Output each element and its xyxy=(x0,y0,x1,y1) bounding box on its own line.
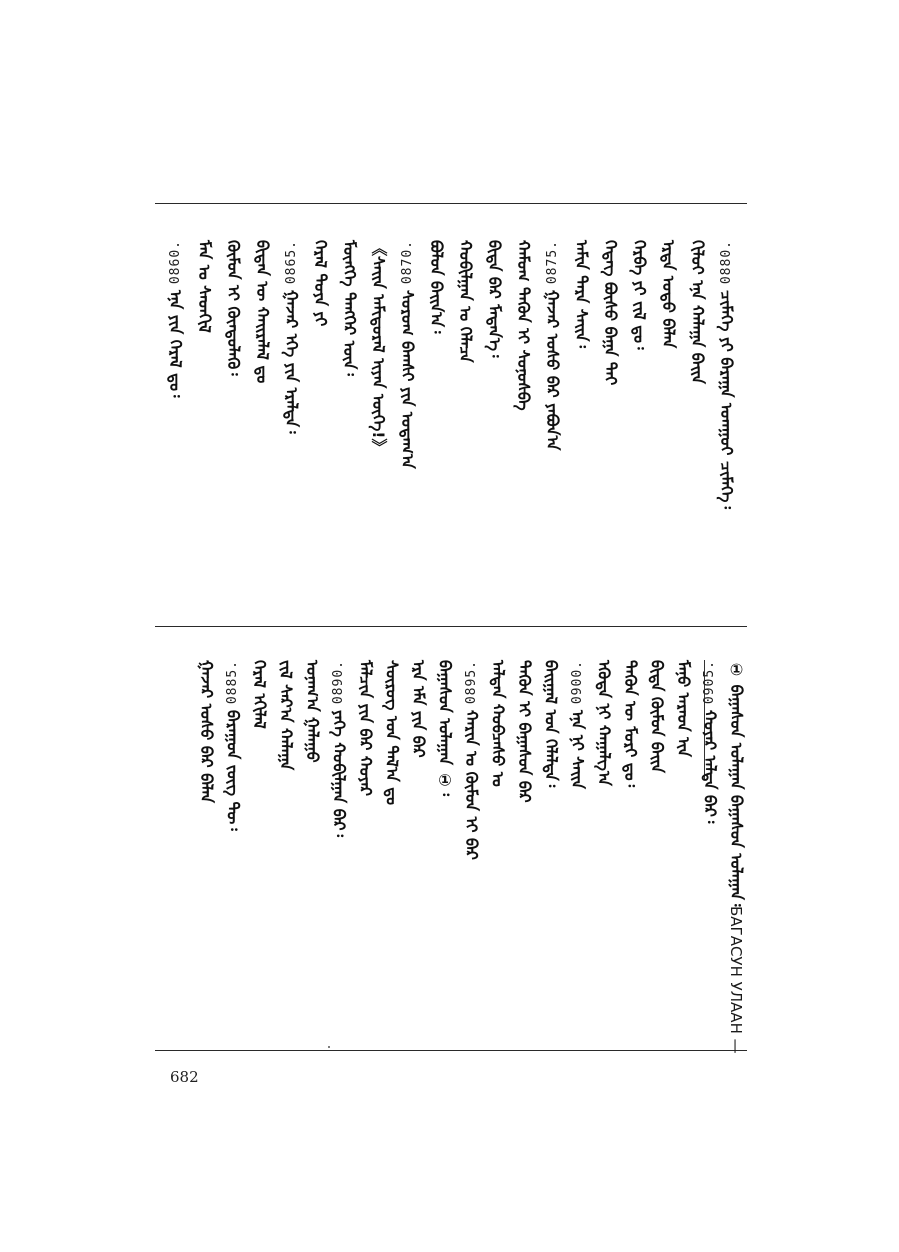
text-column xyxy=(192,240,216,333)
middle-rule xyxy=(155,626,747,627)
text-column xyxy=(618,660,642,787)
text-column xyxy=(569,240,593,348)
line-number: 0890. xyxy=(331,660,346,705)
mongolian-line: ᠡᠷᠲᠡ ᠣᠳᠣ ᠪᠡᠯᠡᠨ xyxy=(659,240,678,349)
line-number: 0870. xyxy=(399,240,415,285)
mongolian-line: ᠭᠠᠵᠠᠷ ᠤᠰᠤ ᠪᠠᠷ ᠶᠠᠪᠤᠨ᠎ᠠ xyxy=(543,290,562,451)
mongolian-line: ᠪᠠᠭᠠᠰᠤᠨ ᠤᠯᠠᠭᠠᠨ ①᠄ xyxy=(435,660,455,796)
mongolian-line: ᠶᠡᠬᠡ ᠬᠤᠪᠢᠯᠭᠠᠨ ᠪᠠᠷ᠄ xyxy=(329,710,349,838)
mongolian-line: ᠭᠡᠲᠡᠭ ᠪᠦᠰᠦ ᠪᠠᠭᠠ ᠲᠠᠶ xyxy=(601,240,620,386)
text-column xyxy=(308,240,332,326)
mongolian-line: ᠡᠷᠡ ᠡᠮᠡ ᠶᠢᠨ ᠪᠠᠷ xyxy=(409,660,428,758)
latin-gloss: БАГАСУН УЛААН — xyxy=(727,906,745,1055)
mongolian-line: ᠤᠨᠠᠭ᠎ᠠ ᠭᠠᠯᠠᠭᠤ xyxy=(303,660,322,763)
text-column xyxy=(645,660,669,773)
mongolian-line: ᠪᠠᠢᠭᠠᠯ ᠤᠨ ᠬᠡᠯᠡᠯᠲᠡ᠄ xyxy=(541,660,561,788)
line-number: 0880. xyxy=(718,240,734,285)
text-column xyxy=(511,240,535,411)
mongolian-line: ᠭᠡᠷᠡᠯ ᠲᠤᠶᠠ ᠶᠢ xyxy=(311,240,330,327)
text-column xyxy=(714,240,738,509)
text-column xyxy=(671,660,695,757)
mongolian-line: ᠬᠤᠪᠢᠯᠭᠠᠨ ᠤ ᠬᠡᠯᠡᠴᠡ xyxy=(456,240,475,363)
mongolian-line: ᠴᠢᠮᠡᠭᠡ ᠶᠢ ᠪᠠᠷᠠᠭᠠ ᠤᠭᠭᠤᠶ ᠴᠢᠮᠡᠭᠡ᠄ xyxy=(717,290,736,510)
text-column xyxy=(250,240,274,383)
text-column xyxy=(433,660,457,796)
text-column xyxy=(482,240,506,358)
text-column xyxy=(685,240,709,384)
text-column xyxy=(512,660,536,803)
mongolian-line: ᠬᠣᠶᠠᠷ ᠠᠯᠲᠠ ᠪᠠᠷ᠄ xyxy=(700,710,720,824)
bottom-rule xyxy=(155,1050,747,1051)
mongolian-line: ᠭᠠᠵᠠᠷ ᠤᠰᠤ ᠪᠠᠷ ᠪᠡᠯᠡᠨ xyxy=(197,660,216,803)
line-number: 0895. xyxy=(463,660,479,705)
mongolian-line: ᠬᠡᠷᠪᠡ ᠶᠢ ᠵᠢᠯ ᠳᠤ᠄ xyxy=(630,240,649,350)
mongolian-line: ᠬᠠᠮᠤᠭ ᠲᠡᠭᠦᠨ ᠢ ᠰᠣᠨᠣᠰᠪᠠ xyxy=(514,240,533,411)
mongolian-line: ᠪᠠᠷᠠᠭᠤᠨ ᠵᠦᠭ ᠲᠦ᠄ xyxy=(223,710,243,831)
mongolian-line: ᠮᠠᠨ ᠤ ᠰᠡᠳᠬᠢᠯ xyxy=(195,240,214,333)
mongolian-line: ᠪᠢᠳᠡ ᠪᠠᠷ ᠮᠡᠳᠡᠨ᠎ᠡ᠄ xyxy=(485,240,504,358)
text-column xyxy=(698,660,722,823)
line-number: 0885. xyxy=(225,660,240,705)
mongolian-line: ᠬᠠᠷᠢᠨ ᠤ ᠬᠦᠮᠦᠨ ᠢ ᠪᠠᠷ xyxy=(462,710,481,861)
stray-dot xyxy=(328,1046,330,1048)
mongolian-line: ᠡᠭᠦᠳᠡ ᠨᠢ ᠬᠠᠭᠠᠯᠭ᠎ᠠ xyxy=(594,660,614,786)
mongolian-line: ᠮᠠᠨᠤ ᠠᠷᠠᠳ ᠢᠨ xyxy=(674,660,693,757)
mongolian-line: ᠲᠡᠭᠦᠨ ᠦ ᠮᠣᠷᠢ ᠳᠤ᠄ xyxy=(621,660,640,788)
text-column xyxy=(453,240,477,363)
top-rule xyxy=(155,203,747,204)
text-column xyxy=(598,240,622,385)
text-column xyxy=(274,660,298,770)
mongolian-line: ① ᠪᠠᠭᠠᠰᠤᠨ ᠤᠯᠠᠭᠠᠨ ᠪᠠᠭᠠᠰᠤᠨ ᠤᠯᠠᠭᠠᠨ᠄ xyxy=(727,660,746,907)
text-column xyxy=(279,240,303,434)
line-number: 0900. xyxy=(569,660,585,705)
text-column xyxy=(327,660,351,837)
line-number: 0875. xyxy=(544,240,560,285)
mongolian-line: 《ᠰᠠᠢᠨ ᠠᠮᠢᠳᠤᠷᠠᠯ ᠢᠶᠠᠨ ᠦᠭᠡ!》 xyxy=(369,240,388,455)
mongolian-line: ᠭᠠᠵᠠᠷ ᠡᠬᠡ ᠶᠢᠨ ᠡᠷᠡᠯᠲᠡ᠄ xyxy=(282,290,301,434)
text-column xyxy=(406,660,430,758)
text-column xyxy=(337,240,361,376)
mongolian-line: ᠲᠡᠭᠦᠨ ᠢ ᠪᠠᠭᠠᠰᠤᠨ ᠪᠠᠷ xyxy=(515,660,534,803)
bottom-text-panel xyxy=(160,660,750,1055)
text-column xyxy=(221,240,245,376)
text-column xyxy=(221,660,245,831)
mongolian-line: ᠠᠮᠢᠨ ᠲᠡᠷᠡ ᠰᠠᠢᠨ᠄ xyxy=(572,240,591,348)
mongolian-line: ᠡᠨᠡ ᠶᠢᠨ ᠭᠡᠷᠡᠯ ᠳᠤ᠄ xyxy=(166,290,185,398)
text-column xyxy=(627,240,651,350)
top-text-panel xyxy=(160,240,740,510)
text-column xyxy=(353,660,377,796)
text-column xyxy=(424,240,448,333)
mongolian-line: ᠭᠡᠷᠡᠯ ᠡᠬᠢᠯᠡᠯ xyxy=(250,660,269,729)
text-column xyxy=(163,240,187,398)
text-column xyxy=(247,660,271,729)
text-column xyxy=(486,660,510,787)
text-column xyxy=(366,240,390,455)
text-column xyxy=(380,660,404,805)
mongolian-line: ᠭᠢᠯᠤᠢ ᠡᠨᠡ ᠬᠠᠯᠠᠭᠠ ᠪᠠᠢᠨ xyxy=(688,240,707,384)
text-column xyxy=(459,660,483,860)
text-column xyxy=(724,660,748,1054)
mongolian-line: ᠡᠨᠡ ᠨᠢ ᠰᠠᠢᠨ xyxy=(568,710,587,790)
text-column xyxy=(592,660,616,786)
mongolian-line: ᠪᠢᠳᠡ ᠬᠦᠮᠦᠨ ᠪᠠᠢᠨ xyxy=(647,660,667,773)
mongolian-line: ᠠᠯᠲᠠᠨ ᠬᠤᠪᠴᠠᠰᠤ ᠣ xyxy=(488,660,508,787)
mongolian-line: ᠮᠥᠩᠬᠡ ᠲᠡᠩᠭᠡᠷ ᠦᠨ᠄ xyxy=(340,240,359,376)
mongolian-line: ᠰᠤᠷᠤᠭ ᠪᠠᠭᠰᠢ ᠶᠢᠨ ᠤᠳᠠᠭ᠎ᠠ xyxy=(398,290,417,469)
page-number: 682 xyxy=(170,1068,199,1086)
text-column xyxy=(395,240,419,469)
text-column xyxy=(539,660,563,787)
text-column xyxy=(300,660,324,763)
mongolian-line: ᠰᠦᠷᠦᠭ ᠤᠨ ᠲᠠᠯ᠎ᠠ ᠳᠤ xyxy=(382,660,402,806)
text-column xyxy=(656,240,680,348)
mongolian-line: ᠪᠢᠳᠡᠨ ᠦ ᠬᠠᠢᠷᠠᠯᠠᠯ ᠳᠤ xyxy=(253,240,272,384)
text-column xyxy=(565,660,589,789)
line-number: 0865. xyxy=(283,240,299,285)
text-column xyxy=(194,660,218,803)
line-number: 0860. xyxy=(167,240,183,285)
mongolian-line: ᠵᠢᠯ ᠰᠠᠷ᠎ᠠ ᠬᠠᠯᠠᠭᠠ xyxy=(276,660,296,771)
mongolian-line: ᠮᠠᠯᠴᠢᠨ ᠶᠢᠨ ᠪᠠᠷ ᠬᠣᠶᠠᠷ xyxy=(356,660,375,797)
mongolian-line: ᠬᠦᠮᠦᠨ ᠢ ᠬᠦᠨᠳᠦᠯᠡᠬᠦ᠄ xyxy=(224,240,243,376)
text-column xyxy=(540,240,564,451)
mongolian-line: ᠪᠣᠯᠤᠨ ᠪᠠᠢᠨ᠎ᠠ᠄ xyxy=(427,240,446,334)
line-number: 0905. xyxy=(702,660,717,705)
